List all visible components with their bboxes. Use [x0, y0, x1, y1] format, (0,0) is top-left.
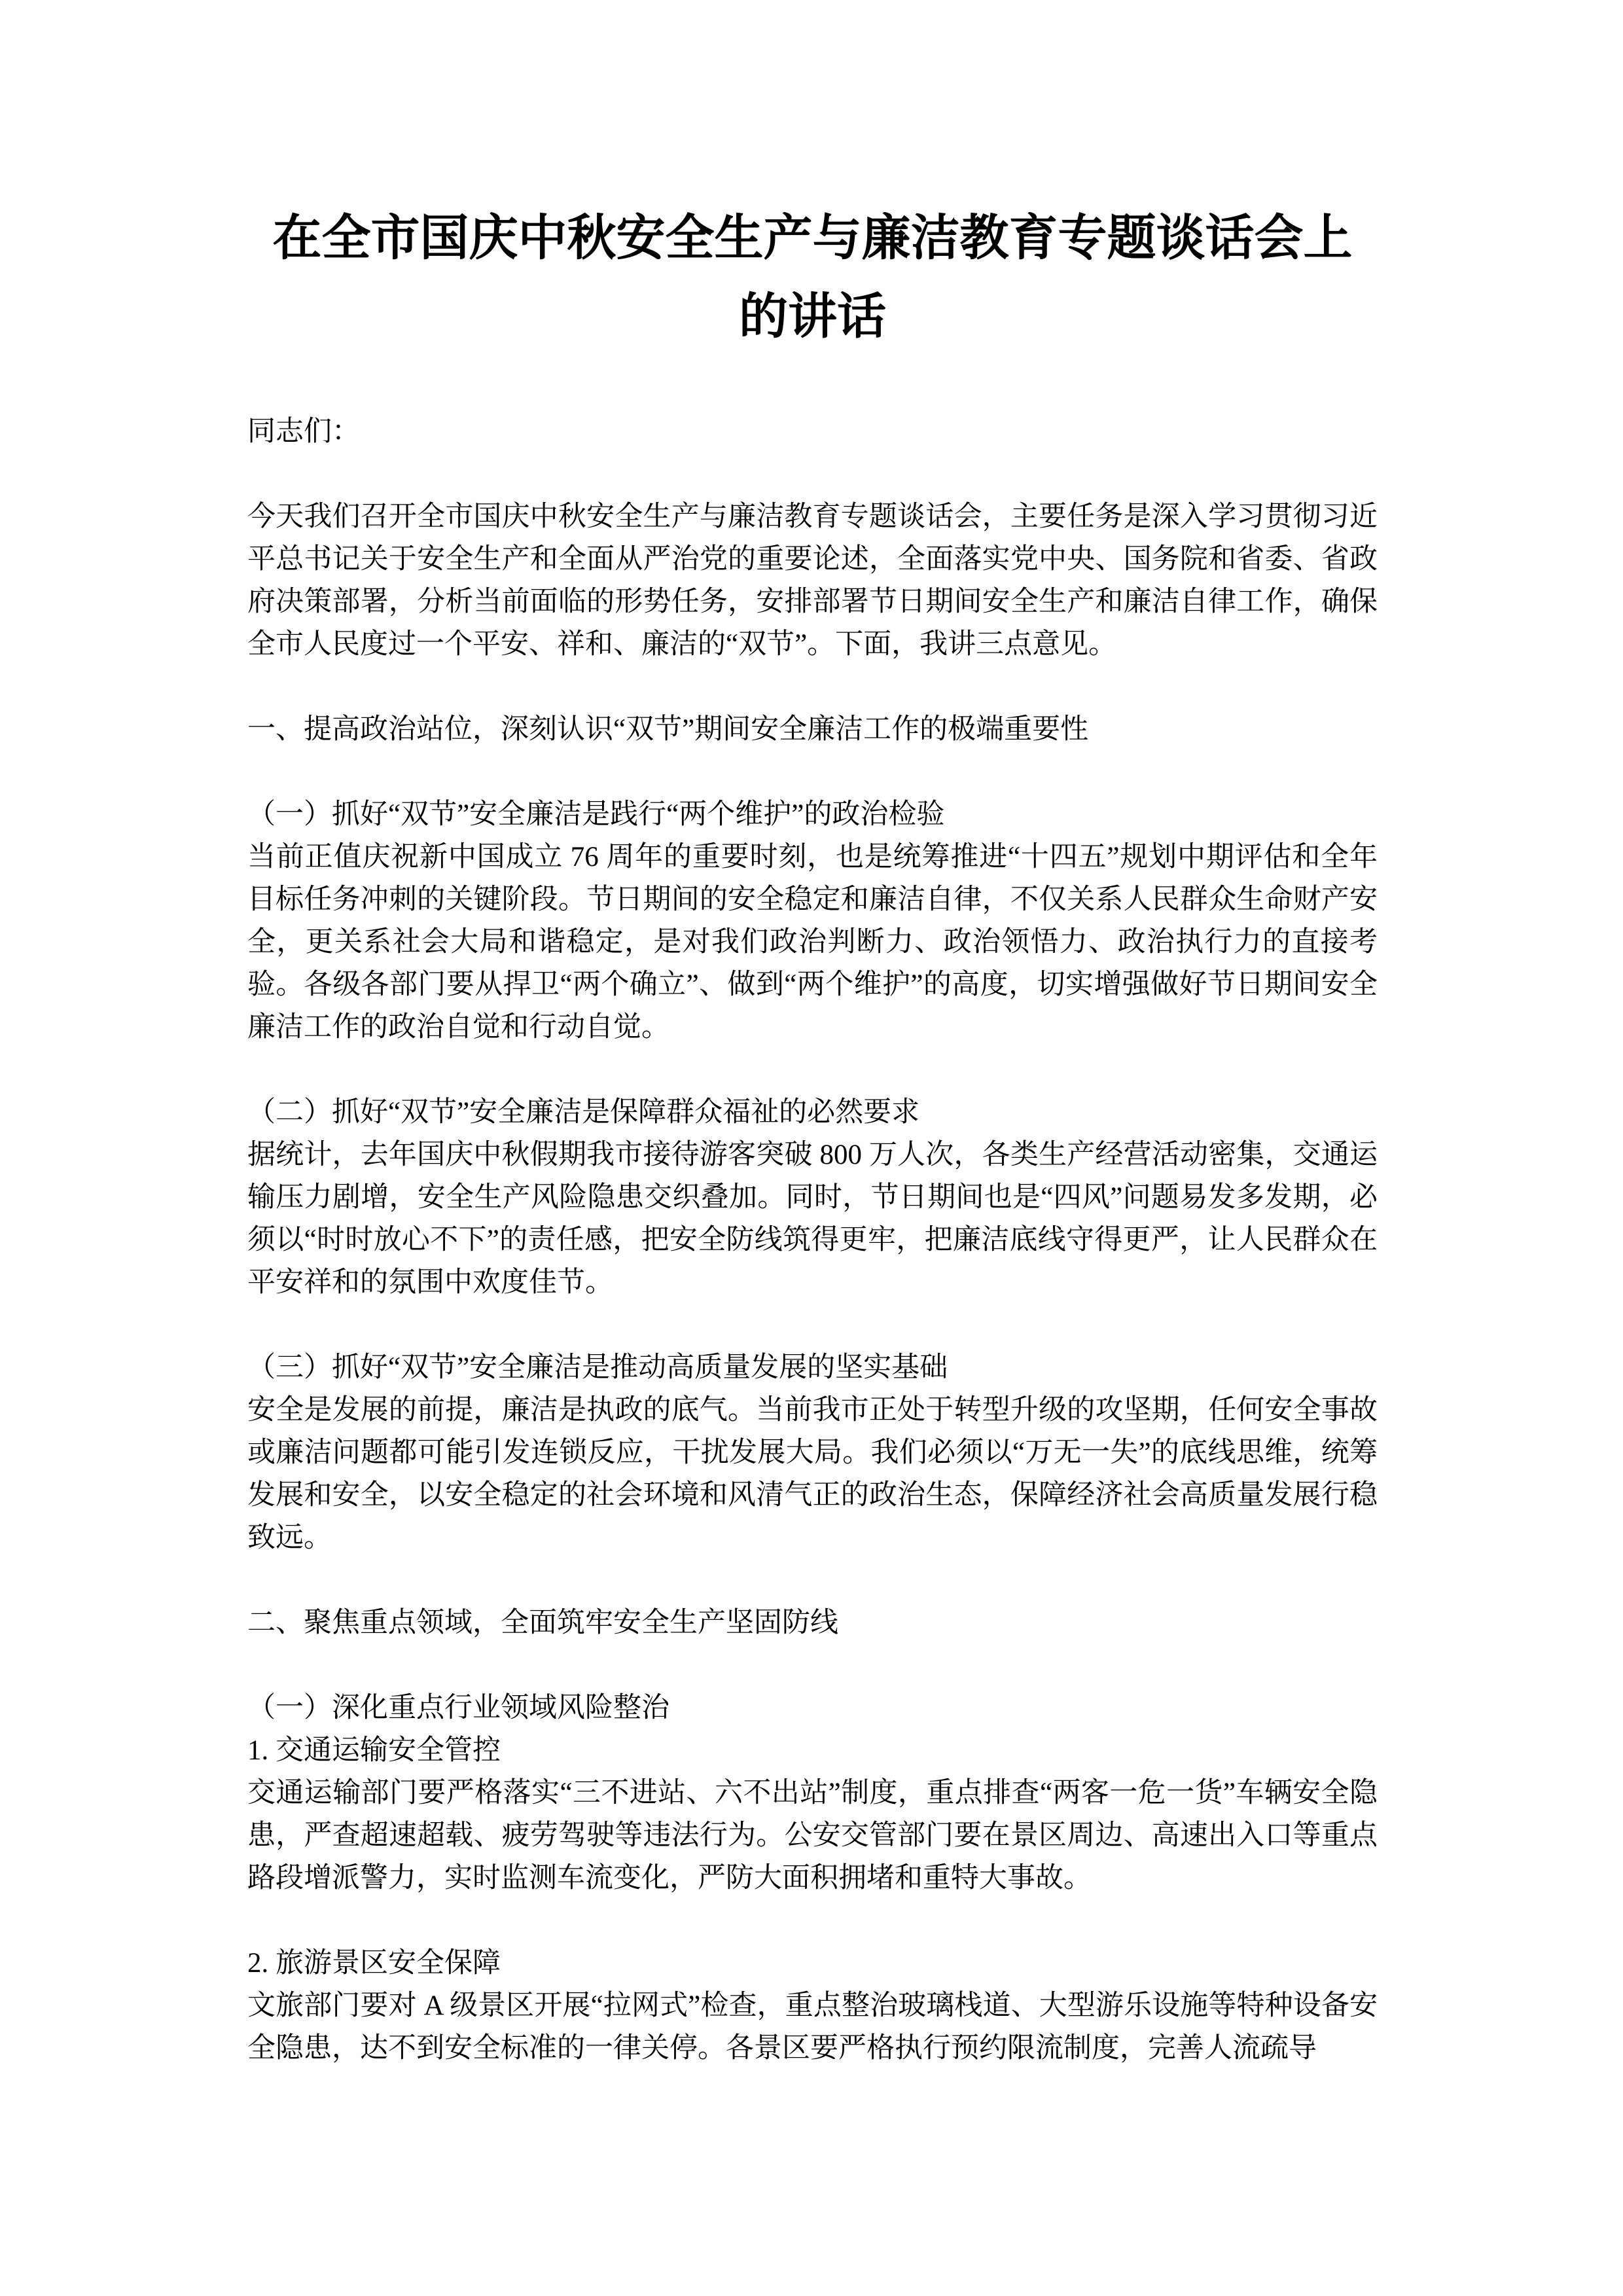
item-2-1-1-heading: 1. 交通运输安全管控 — [247, 1735, 501, 1766]
item-2-1-2-body: 文旅部门要对 A 级景区开展“拉网式”检查，重点整治玻璃栈道、大型游乐设施等特种设备安全隐患，达不到安全标准的一律关停。各景区要严格执行预约限流制度，完善人流疏导 — [247, 1990, 1378, 2064]
subsection-2-1 — [247, 1687, 1378, 1899]
subsection-1-1 — [247, 793, 1378, 1049]
subsection-1-2-heading: （二）抓好“双节”安全廉洁是保障群众福祉的必然要求 — [247, 1097, 920, 1128]
salutation: 同志们： — [247, 416, 360, 447]
item-2-1-2-heading: 2. 旅游景区安全保障 — [247, 1948, 501, 1979]
item-2-1-1-body: 交通运输部门要严格落实“三不进站、六不出站”制度，重点排查“两客一危一货”车辆安全隐患，严查超速超载、疲劳驾驶等违法行为。公安交管部门要在景区周边、高速出入口等重点路段增派警力，实时监测车流变化，严防大面积拥堵和重特大事故。 — [247, 1778, 1378, 1893]
subsection-2-1-heading: （一）深化重点行业领域风险整治 — [247, 1693, 669, 1723]
section-2-heading: 二、聚焦重点领域，全面筑牢安全生产坚固防线 — [247, 1607, 838, 1638]
subsection-1-2 — [247, 1091, 1378, 1304]
subsection-2-2 — [247, 1942, 1378, 2070]
subsection-1-3 — [247, 1346, 1378, 1559]
title-line-1: 在全市国庆中秋安全生产与廉洁教育专题谈话会上 — [272, 211, 1353, 266]
section-1-heading: 一、提高政治站位，深刻认识“双节”期间安全廉洁工作的极端重要性 — [247, 714, 1089, 745]
subsection-1-2-body: 据统计，去年国庆中秋假期我市接待游客突破 800 万人次，各类生产经营活动密集，交通运输压力剧增，安全生产风险隐患交织叠加。同时，节日期间也是“四风”问题易发多发期，必须以“时时放心不下”的责任感，把安全防线筑得更牢，把廉洁底线守得更严，让人民群众在平安祥和的氛围中欢度佳节。 — [247, 1139, 1378, 1298]
subsection-1-3-body: 安全是发展的前提，廉洁是执政的底气。当前我市正处于转型升级的攻坚期，任何安全事故或廉洁问题都可能引发连锁反应，干扰发展大局。我们必须以“万无一失”的底线思维，统筹发展和安全，以安全稳定的社会环境和风清气正的政治生态，保障经济社会高质量发展行稳致远。 — [247, 1395, 1378, 1553]
subsection-1-3-heading: （三）抓好“双节”安全廉洁是推动高质量发展的坚实基础 — [247, 1352, 948, 1383]
title-line-2: 的讲话 — [738, 290, 886, 344]
subsection-1-1-heading: （一）抓好“双节”安全廉洁是践行“两个维护”的政治检验 — [247, 799, 945, 830]
document-title — [247, 200, 1378, 357]
subsection-1-1-body: 当前正值庆祝新中国成立 76 周年的重要时刻，也是统筹推进“十四五”规划中期评估和全年目标任务冲刺的关键阶段。节日期间的安全稳定和廉洁自律，不仅关系人民群众生命财产安全，更关系社会大局和谐稳定，是对我们政治判断力、政治领悟力、政治执行力的直接考验。各级各部门要从捍卫“两个确立”、做到“两个维护”的高度，切实增强做好节日期间安全廉洁工作的政治自觉和行动自觉。 — [247, 842, 1378, 1043]
opening-paragraph: 今天我们召开全市国庆中秋安全生产与廉洁教育专题谈话会，主要任务是深入学习贯彻习近平总书记关于安全生产和全面从严治党的重要论述，全面落实党中央、国务院和省委、省政府决策部署，分析当前面临的形势任务，安排部署节日期间安全生产和廉洁自律工作，确保全市人民度过一个平安、祥和、廉洁的“双节”。下面，我讲三点意见。 — [247, 501, 1378, 660]
